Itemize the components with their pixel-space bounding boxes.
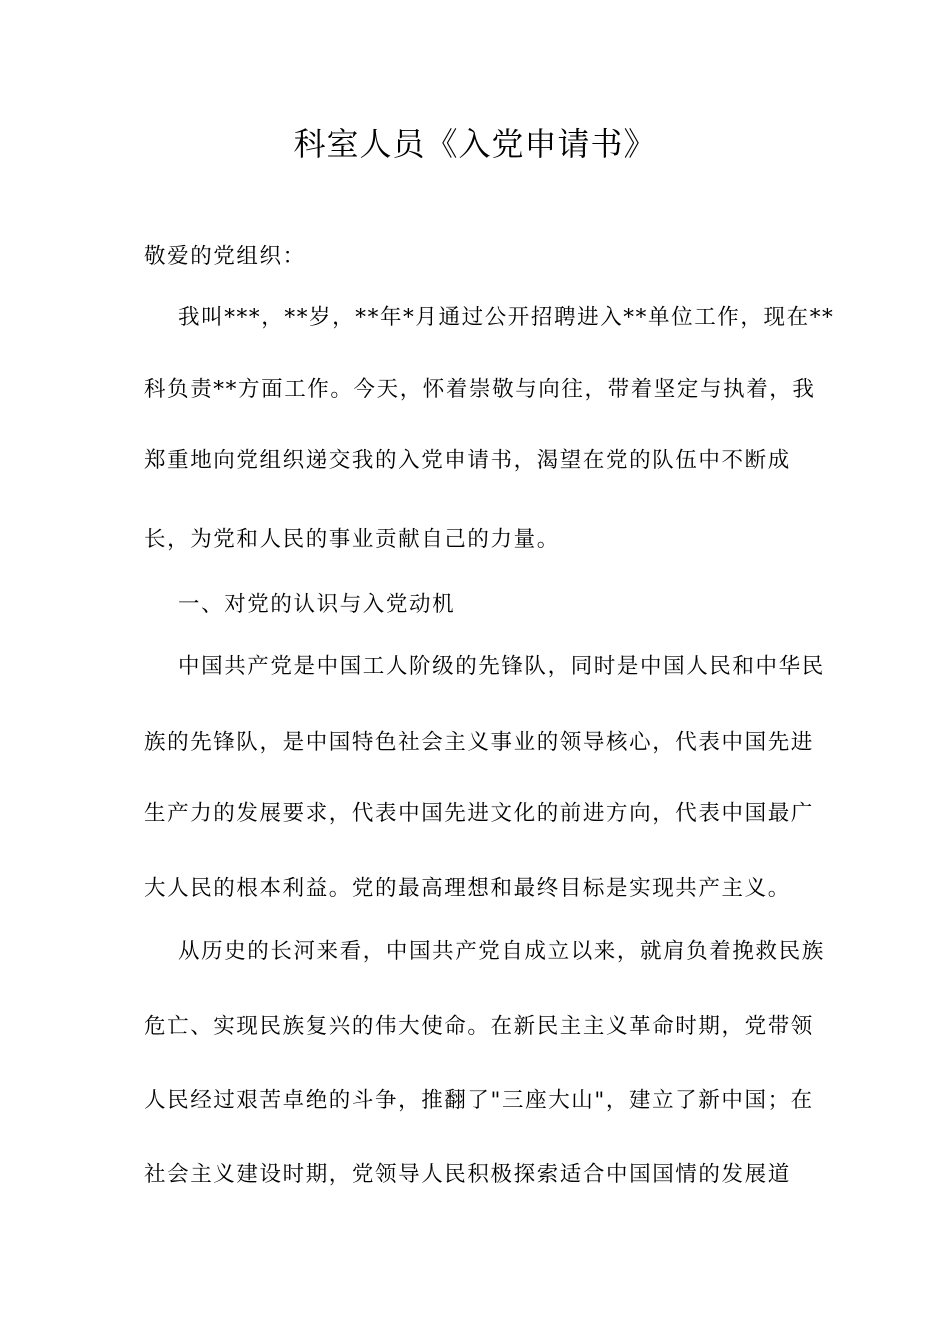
paragraph-line: 中国共产党是中国工人阶级的先锋队，同时是中国人民和中华民 [178, 654, 825, 679]
paragraph-line: 生产力的发展要求，代表中国先进文化的前进方向，代表中国最广 [144, 801, 814, 826]
paragraph-line: 危亡、实现民族复兴的伟大使命。在新民主主义革命时期，党带领 [144, 1014, 814, 1039]
paragraph-line: 族的先锋队，是中国特色社会主义事业的领导核心，代表中国先进 [144, 730, 814, 755]
paragraph-line: 我叫***，**岁，**年*月通过公开招聘进入**单位工作，现在** [178, 305, 835, 330]
paragraph-line: 从历史的长河来看，中国共产党自成立以来，就肩负着挽救民族 [178, 939, 825, 964]
paragraph-line: 郑重地向党组织递交我的入党申请书，渴望在党的队伍中不断成 [144, 448, 791, 473]
paragraph-line: 社会主义建设时期，党领导人民积极探索适合中国国情的发展道 [144, 1162, 791, 1187]
paragraph-line: 人民经过艰苦卓绝的斗争，推翻了"三座大山"，建立了新中国；在 [144, 1088, 814, 1113]
paragraph-line: 长，为党和人民的事业贡献自己的力量。 [144, 527, 560, 552]
section-heading: 一、对党的认识与入党动机 [178, 592, 456, 617]
salutation: 敬爱的党组织： [144, 244, 306, 269]
paragraph-line: 科负责**方面工作。今天，怀着崇敬与向往，带着坚定与执着，我 [144, 377, 816, 402]
document-title: 科室人员《入党申请书》 [293, 125, 657, 163]
paragraph-line: 大人民的根本利益。党的最高理想和最终目标是实现共产主义。 [144, 876, 791, 901]
